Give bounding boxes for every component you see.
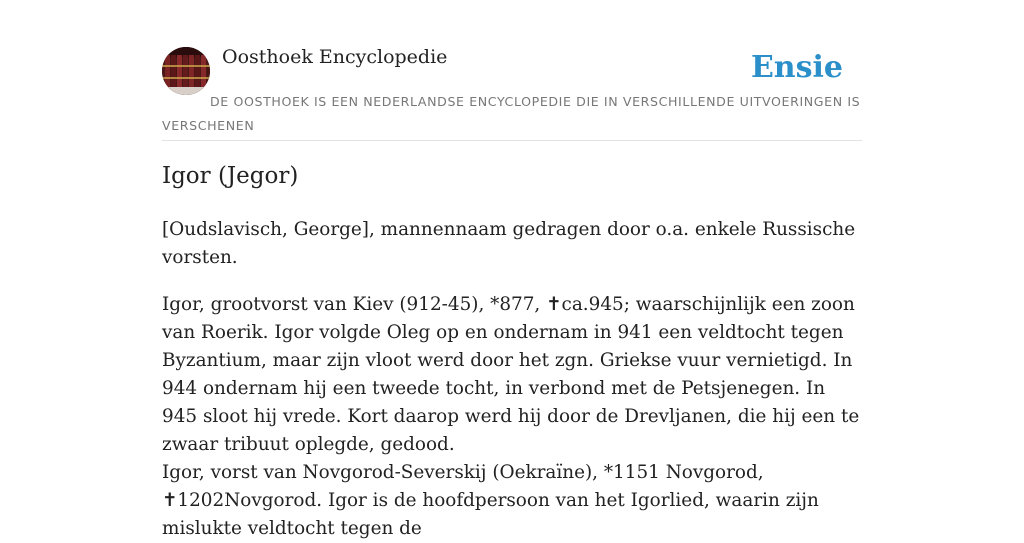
site-title[interactable]: Oosthoek Encyclopedie bbox=[222, 46, 448, 68]
page bbox=[162, 0, 862, 539]
brand-logo[interactable]: Ensie bbox=[750, 50, 843, 85]
site-header bbox=[162, 0, 862, 141]
bookshelf-icon bbox=[162, 47, 210, 95]
site-avatar[interactable] bbox=[162, 47, 210, 95]
article-paragraph: Igor, vorst van Novgorod-Severskij (Oekraïne), *1151 Novgorod, ✝1202Novgorod. Igor is de hoofdpersoon van het Igorlied, waarin zijn mislukte veldtocht tegen de bbox=[162, 462, 819, 539]
article-paragraph: [Oudslavisch, George], mannennaam gedragen door o.a. enkele Russische vorsten. bbox=[162, 219, 856, 268]
article-paragraph: Igor, grootvorst van Kiev (912-45), *877, ✝ca.945; waarschijnlijk een zoon van Roerik. Igor volgde Oleg op en ondernam in 941 een veldtocht tegen Byzantium, maar zijn vloot werd door het zgn. Griekse vuur vernietigd. In 944 ondernam hij een tweede tocht, in verbond met de Petsjenegen. In 945 sloot hij vrede. Kort daarop werd hij door de Drevljanen, die hij een te zwaar tribuut oplegde, gedood. bbox=[162, 294, 860, 455]
article-title: Igor (Jegor) bbox=[162, 163, 299, 189]
site-tagline: DE OOSTHOEK IS EEN NEDERLANDSE ENCYCLOPEDIE DIE IN VERSCHILLENDE UITVOERINGEN IS VERSCHENEN bbox=[162, 94, 861, 133]
